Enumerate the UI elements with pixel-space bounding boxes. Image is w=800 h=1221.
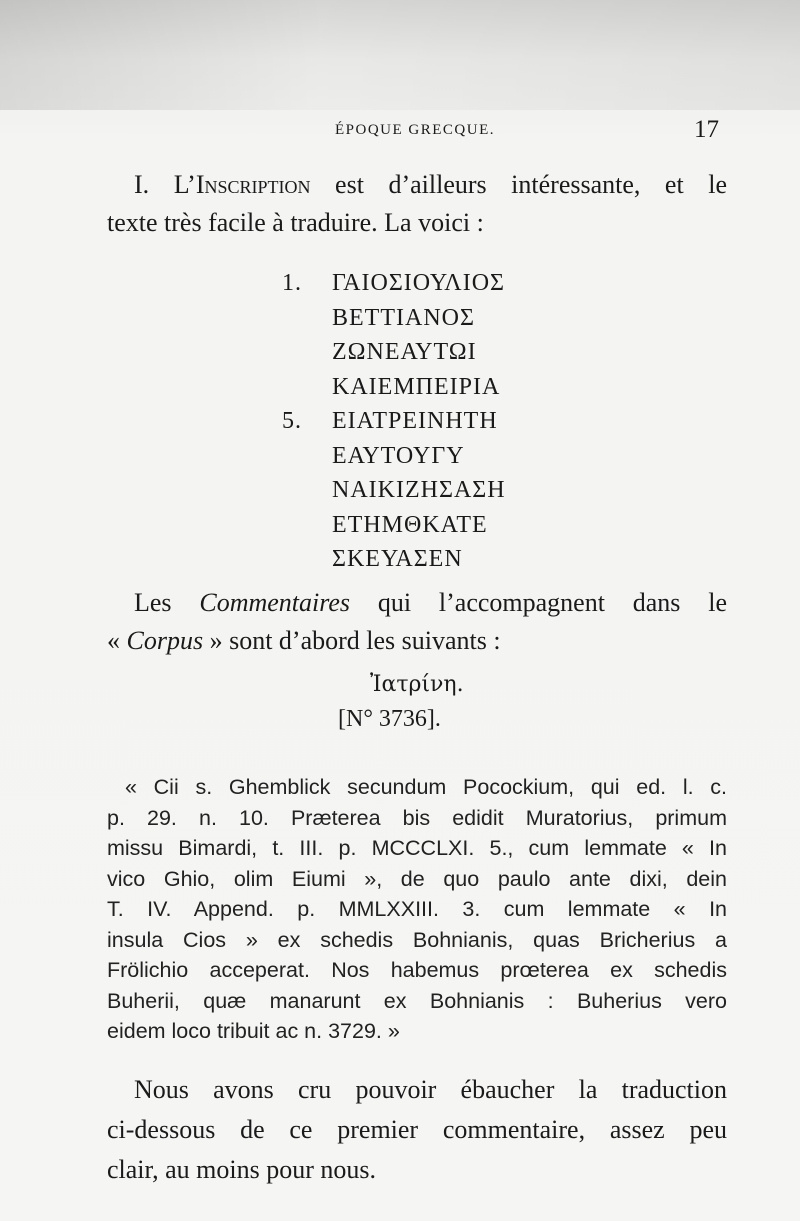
intro-rest: est d’ailleurs intéressante, et le (310, 170, 727, 199)
reference-number: [N° 3736]. (338, 706, 441, 732)
intro-line-2: texte très facile à traduire. La voici : (107, 208, 484, 237)
closing-line: clair, au moins pour nous. (107, 1155, 377, 1184)
commentary-line-1 (107, 584, 727, 622)
quote-line: Frölichio acceperat. Nos habemus prœterea ex schedis (107, 958, 727, 982)
intro-paragraph (107, 166, 727, 242)
inscription-text: ΓΑΙΟΣΙΟΥΛΙΟΣ (332, 270, 506, 296)
commentary-line-2-rest: » sont d’abord les suivants : (203, 626, 501, 655)
inscription-line (282, 301, 602, 336)
inscription-text: ΕΑΥΤΟΥΓΥ (332, 442, 465, 469)
intro-smallcaps-word: Inscription (195, 170, 311, 199)
quote-line: eidem loco tribuit ac n. 3729. » (107, 1019, 400, 1043)
inscription-block (282, 266, 602, 577)
quote-line: Buherii, quæ manarunt ex Bohnianis : Buherius vero (107, 988, 727, 1013)
inscription-text: ΝΑΙΚΙΖΗΣΑΣΗ (332, 477, 506, 503)
quote-line: insula Cios » ex schedis Bohnianis, quas Bricherius a (107, 927, 727, 952)
inscription-text: ΚΑΙΕΜΠΕΙΡΙΑ (332, 373, 501, 400)
inscription-text: ΖΩΝΕΑΥΤΩΙ (332, 339, 477, 365)
line-number: 1. (282, 270, 302, 296)
inscription-line (282, 542, 602, 577)
inscription-text: ΒΕΤΤΙΑΝΟΣ (332, 304, 475, 331)
closing-paragraph (107, 1070, 727, 1190)
quote-line: missu Bimardi, t. III. p. MCCCLXI. 5., cum lemmate « In (107, 836, 727, 860)
inscription-line (282, 404, 602, 439)
commentary-rest: qui l’accompagnent dans le (350, 588, 727, 617)
quote-line: T. IV. Append. p. MMLXXIII. 3. cum lemmate « In (107, 897, 727, 921)
commentaires-italic: Commentaires (199, 588, 351, 617)
commentary-lead: Les (134, 588, 200, 617)
closing-line: Nous avons cru pouvoir ébaucher la traduction (134, 1075, 727, 1104)
greek-heading: Ἰατρίνη. (370, 672, 464, 697)
running-head: ÉPOQUE GRECQUE. (335, 122, 495, 138)
commentary-line-2 (107, 622, 727, 660)
inscription-line (282, 335, 602, 370)
latin-commentary-quote (107, 772, 727, 1047)
commentary-intro-paragraph (107, 584, 727, 660)
line-number: 5. (282, 408, 302, 434)
intro-line-1 (107, 166, 727, 204)
quote-line: vico Ghio, olim Eiumi », de quo paulo ante dixi, dein (107, 866, 727, 891)
quote-line: p. 29. n. 10. Præterea bis edidit Muratorius, primum (107, 805, 727, 830)
inscription-line (282, 473, 602, 508)
inscription-text: ΕΙΑΤΡΕΙΝΗΤΗ (332, 408, 498, 434)
inscription-line (282, 266, 602, 301)
inscription-line (282, 370, 602, 405)
intro-lead: I. L’ (134, 170, 196, 199)
inscription-line (282, 508, 602, 543)
page-number: 17 (694, 116, 719, 143)
quote-line: « Cii s. Ghemblick secundum Pocockium, qui ed. l. c. (125, 775, 727, 799)
inscription-line (282, 439, 602, 474)
inscription-text: ΕΤΗΜΘΚΑΤΕ (332, 511, 488, 538)
commentary-quote-open: « (107, 626, 127, 655)
closing-line: ci-dessous de ce premier commentaire, assez peu (107, 1115, 727, 1144)
corpus-italic: Corpus (126, 626, 204, 655)
inscription-text: ΣΚΕΥΑΣΕΝ (332, 546, 463, 572)
